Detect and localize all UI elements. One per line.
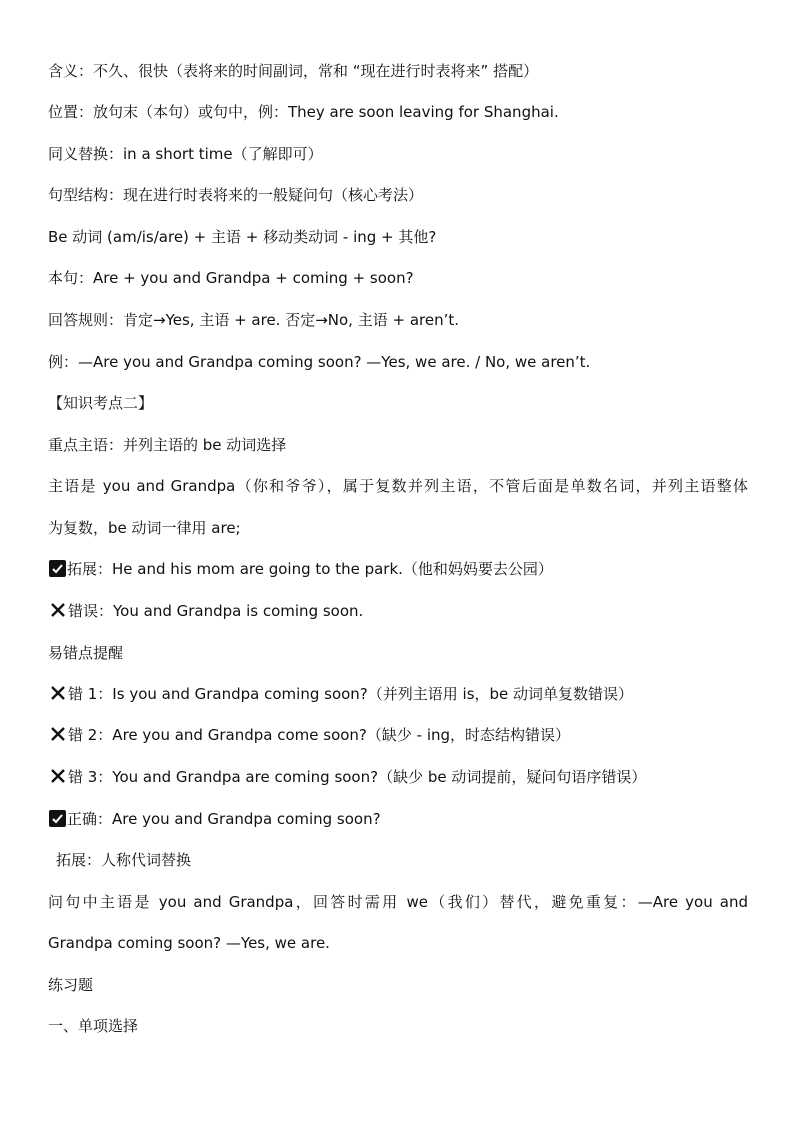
- text-line-pronoun-explanation-cont: Grandpa coming soon? —Yes, we are.: [48, 934, 330, 952]
- text-line-answer-rule: 回答规则：肯定→Yes, 主语 + are. 否定→No, 主语 + aren’t.: [48, 311, 460, 329]
- text-line-position: 位置：放句末（本句）或句中，例：They are soon leaving for Shanghai.: [48, 103, 559, 121]
- extension-text: 拓展：He and his mom are going to the park.（他和妈妈要去公园）: [67, 560, 553, 578]
- text-line-meaning: 含义：不久、很快（表将来的时间副词，常和 “现在进行时表将来” 搭配）: [48, 62, 539, 80]
- text-line-synonym: 同义替换：in a short time（了解即可）: [48, 145, 323, 163]
- heading-pronoun-extension: 拓展：人称代词替换: [56, 851, 192, 869]
- text-line-subject-explanation: 主语是 you and Grandpa（你和爷爷），属于复数并列主语，不管后面是单数名词，并列主语整体: [48, 477, 748, 495]
- text-line-structure: 句型结构：现在进行时表将来的一般疑问句（核心考法）: [48, 186, 424, 204]
- text-line-formula: Be 动词 (am/is/are) + 主语 + 移动类动词 - ing + 其他?: [48, 228, 437, 246]
- text-line-key-subject: 重点主语：并列主语的 be 动词选择: [48, 436, 287, 454]
- error-line: [50, 601, 750, 621]
- mistake-text-2: 错 2：Are you and Grandpa come soon?（缺少 - ing，时态结构错误）: [68, 726, 571, 744]
- cross-icon: [50, 685, 66, 701]
- mistake-line-3: [50, 767, 750, 787]
- text-line-pronoun-explanation: 问句中主语是 you and Grandpa，回答时需用 we（我们）替代，避免重复：—Are you and: [48, 893, 748, 911]
- cross-icon: [50, 726, 66, 742]
- mistake-text-3: 错 3：You and Grandpa are coming soon?（缺少 be 动词提前，疑问句语序错误）: [68, 768, 647, 786]
- mistake-line-1: [50, 684, 750, 704]
- error-text: 错误：You and Grandpa is coming soon.: [68, 602, 364, 620]
- check-icon: [49, 560, 66, 577]
- cross-icon: [50, 602, 66, 618]
- extension-line: [49, 559, 749, 579]
- mistake-text-1: 错 1：Is you and Grandpa coming soon?（并列主语用 is，be 动词单复数错误）: [68, 685, 634, 703]
- heading-multiple-choice: 一、单项选择: [48, 1017, 139, 1035]
- heading-exercises: 练习题: [48, 976, 94, 994]
- correct-line: [49, 809, 749, 829]
- mistake-line-2: [50, 725, 750, 745]
- heading-common-mistakes: 易错点提醒: [48, 644, 124, 662]
- text-line-example: 例：—Are you and Grandpa coming soon? —Yes, we are. / No, we aren’t.: [48, 353, 591, 371]
- text-line-subject-explanation-cont: 为复数，be 动词一律用 are;: [48, 519, 241, 537]
- cross-icon: [50, 768, 66, 784]
- correct-text: 正确：Are you and Grandpa coming soon?: [67, 810, 381, 828]
- check-icon: [49, 810, 66, 827]
- section-heading-point-two: 【知识考点二】: [48, 394, 154, 412]
- text-line-this-sentence: 本句：Are + you and Grandpa + coming + soon?: [48, 269, 414, 287]
